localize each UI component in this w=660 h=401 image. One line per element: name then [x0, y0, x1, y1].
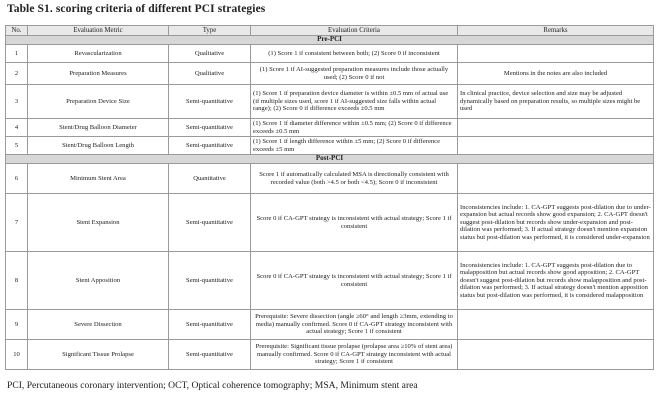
table-row — [6, 119, 654, 137]
row-metric: Severe Dissection — [28, 310, 169, 340]
row-no: 1 — [6, 45, 28, 63]
header-evaluation-metric: Evaluation Metric — [28, 26, 169, 36]
row-criteria: (1) Score 1 if AI-suggested preparation measures include those actually used; (2) Score 0 if not — [251, 63, 458, 85]
section-row-post-pci — [6, 155, 654, 164]
table-row — [6, 340, 654, 370]
row-criteria: Score 0 if CA-GPT strategy is inconsistent with actual strategy; Score 1 if consistent — [251, 194, 458, 252]
row-metric: Revascularization — [28, 45, 169, 63]
scoring-criteria-table — [5, 25, 654, 370]
table-footnote: PCI, Percutaneous coronary intervention; OCT, Optical coherence tomography; MSA, Minimum stent area — [7, 380, 418, 391]
row-criteria: (1) Score 1 if preparation device diameter is within ±0.5 mm of actual use (if multiple sizes used, score 1 if AI-suggested size falls within actual range); (2) Score 0 if difference exceeds ±0.5 mm — [251, 85, 458, 119]
row-no: 3 — [6, 85, 28, 119]
table-row — [6, 194, 654, 252]
row-type: Qualitative — [169, 45, 251, 63]
row-type: Semi-quantitative — [169, 252, 251, 310]
row-no: 2 — [6, 63, 28, 85]
table-row — [6, 85, 654, 119]
row-metric: Significant Tissue Prolapse — [28, 340, 169, 370]
row-type: Semi-quantitative — [169, 194, 251, 252]
row-remarks — [458, 164, 654, 194]
table-row — [6, 310, 654, 340]
section-title: Pre-PCI — [6, 36, 654, 45]
row-metric: Stent Apposition — [28, 252, 169, 310]
row-no: 8 — [6, 252, 28, 310]
row-metric: Preparation Device Size — [28, 85, 169, 119]
row-no: 6 — [6, 164, 28, 194]
row-remarks — [458, 340, 654, 370]
row-type: Semi-quantitative — [169, 340, 251, 370]
table-row — [6, 164, 654, 194]
row-criteria: Score 1 if automatically calculated MSA is directionally consistent with recorded value (both >4.5 or both <4.5); Score 0 if inconsistent — [251, 164, 458, 194]
header-no: No. — [6, 26, 28, 36]
row-remarks: Mentions in the notes are also included — [458, 63, 654, 85]
row-metric: Stent/Drug Balloon Length — [28, 137, 169, 155]
row-remarks: Inconsistencies include: 1. CA-GPT suggests post-dilation due to malapposition but actual records show good apposition; 2. CA-GPT doesn't suggest post-dilation but records show malapposition and post-dilation was performed; 3. If actual strategy doesn't mention apposition status but post-dilation was performed, it is considered malapposition — [458, 252, 654, 310]
row-criteria: (1) Score 1 if diameter difference within ±0.5 mm; (2) Score 0 if difference exceeds ±0.5 mm — [251, 119, 458, 137]
row-metric: Stent/Drug Balloon Diameter — [28, 119, 169, 137]
row-criteria: Prerequisite: Severe dissection (angle ≥60° and length ≥3mm, extending to media) manually confirmed. Score 0 if CA-GPT strategy inconsistent with actual strategy; Score 1 if consistent — [251, 310, 458, 340]
row-no: 10 — [6, 340, 28, 370]
row-no: 4 — [6, 119, 28, 137]
row-criteria: (1) Score 1 if length difference within ±5 mm; (2) Score 0 if difference exceeds ±5 mm — [251, 137, 458, 155]
row-type: Semi-quantitative — [169, 310, 251, 340]
row-type: Semi-quantitative — [169, 137, 251, 155]
header-type: Type — [169, 26, 251, 36]
table-header-row — [6, 26, 654, 36]
row-remarks — [458, 45, 654, 63]
table-row — [6, 45, 654, 63]
row-metric: Preparation Measures — [28, 63, 169, 85]
table-caption: Table S1. scoring criteria of different PCI strategies — [7, 3, 266, 15]
table-row — [6, 252, 654, 310]
row-metric: Stent Expansion — [28, 194, 169, 252]
row-remarks — [458, 137, 654, 155]
header-remarks: Remarks — [458, 26, 654, 36]
section-title: Post-PCI — [6, 155, 654, 164]
row-no: 5 — [6, 137, 28, 155]
row-type: Qualitative — [169, 63, 251, 85]
row-type: Semi-quantitative — [169, 85, 251, 119]
section-row-pre-pci — [6, 36, 654, 45]
row-criteria: Prerequisite: Significant tissue prolapse (prolapse area ≥10% of stent area) manually confirmed. Score 0 if CA-GPT strategy inconsistent with actual strategy; Score 1 if consistent — [251, 340, 458, 370]
header-evaluation-criteria: Evaluation Criteria — [251, 26, 458, 36]
row-remarks — [458, 119, 654, 137]
row-metric: Minimum Stent Area — [28, 164, 169, 194]
row-type: Semi-quantitative — [169, 119, 251, 137]
row-criteria: (1) Score 1 if consistent between both; (2) Score 0 if inconsistent — [251, 45, 458, 63]
row-criteria: Score 0 if CA-GPT strategy is inconsistent with actual strategy; Score 1 if consistent — [251, 252, 458, 310]
row-no: 7 — [6, 194, 28, 252]
table-row — [6, 137, 654, 155]
row-remarks: In clinical practice, device selection and size may be adjusted dynamically based on preparation results, so multiple sizes might be used — [458, 85, 654, 119]
row-no: 9 — [6, 310, 28, 340]
table-row — [6, 63, 654, 85]
row-remarks — [458, 310, 654, 340]
row-remarks: Inconsistencies include: 1. CA-GPT suggests post-dilation due to under-expansion but actual records show good expansion; 2. CA-GPT doesn't suggest post-dilation but records show under-expansion and post-dilation was performed; 3. If actual strategy doesn't mention expansion status but post-dilation was performed, it is considered under-expansion — [458, 194, 654, 252]
row-type: Quantitative — [169, 164, 251, 194]
